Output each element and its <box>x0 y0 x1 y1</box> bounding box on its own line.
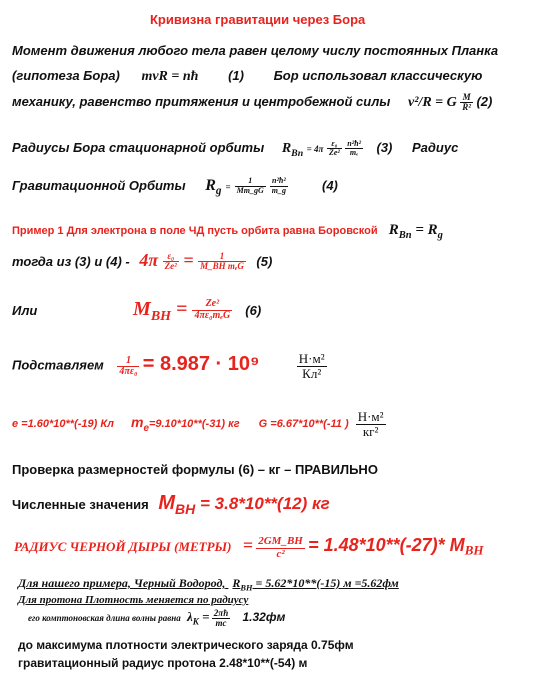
final-line-4: до максимума плотности электрического заряда 0.75фм <box>18 638 354 652</box>
numeric-label: Численные значения <box>12 497 149 512</box>
final-line-3: его комптоновская длина волны равна $\lambda_K$ = $\frac{2\pi ħ}{mc}$ 1.32фм <box>28 608 286 629</box>
or-formula: $M_{BH}$ = $\frac{\text{Ze²}}{\text{4πε₀mₑG}}$ <box>133 298 231 324</box>
numeric-line <box>12 492 330 517</box>
constant-g-unit: $\frac{\text{Н·м²}}{\text{кг²}}$ <box>357 409 384 439</box>
or-line <box>12 298 261 325</box>
grav-orbit-formula: $R_g$ = $\frac{1}{Mm\_gG}$ $\frac{\text{n²ħ²}}{m\_g}$ <box>205 176 286 198</box>
black-hole-fraction: $\frac{2GM\_BH}{\text{c²}}$ <box>258 534 303 560</box>
constant-g: G =6.67*10**(-11 ) <box>258 418 349 431</box>
formula-2-lhs: v²/R = G <box>408 95 457 111</box>
constant-me: $m_e$ <box>131 414 149 434</box>
intro-mechanics-label: механику, равенство притяжения и центробежной силы <box>12 94 391 110</box>
page-title: Кривизна гравитации через Бора <box>150 12 366 27</box>
intro-classic-label: Бор использовал классическую <box>273 68 483 83</box>
bohr-radius-label: Радиусы Бора стационарной орбиты <box>12 140 265 156</box>
black-hole-line: РАДИУС ЧЕРНОЙ ДЫРЫ (МЕТРЫ) = $\frac{2GM\_BH}{\text{c²}}$ = 1.48*10**(-27)* $M_{BH}$ <box>14 534 484 560</box>
eq-number-6: (6) <box>245 303 262 318</box>
substitute-label: Подставляем <box>12 357 104 373</box>
intro-line-2 <box>12 68 482 85</box>
dimension-check: Проверка размерностей формулы (6) – кг – ПРАВИЛЬНО <box>12 462 378 477</box>
eq-number-2: (2) <box>476 94 493 110</box>
formula-2 <box>408 92 476 113</box>
substitute-formula: $\frac{1}{\text{4πε₀}}$ = 8.987 · 10⁹ <box>119 352 260 378</box>
intro-line-3 <box>12 93 492 113</box>
numeric-value: $M_{BH} = 3.8*10**(12)$ кг <box>158 492 330 517</box>
substitute-unit: $\frac{\text{Н·м²}}{\text{Кл²}}$ <box>298 351 325 381</box>
grav-orbit-line <box>12 177 338 197</box>
final-line-5: гравитационный радиус протона 2.48*10**(-54) м <box>18 656 308 670</box>
final-line-1: Для нашего примера, Черный Водород, $R_{BH} = 5.62*10**(-15)$ м =5.62фм <box>18 576 399 593</box>
black-hole-label: РАДИУС ЧЕРНОЙ ДЫРЫ (МЕТРЫ) <box>14 539 232 554</box>
then-label: тогда из (3) и (4) - <box>12 254 130 269</box>
bohr-radius-line <box>12 140 458 159</box>
eq-number-3: (3) <box>376 140 393 156</box>
black-hole-value: = 1.48*10**(-27)* M <box>308 535 465 555</box>
substitute-line <box>12 352 327 380</box>
formula-2-num: M <box>460 93 473 103</box>
final-line-2: Для протона Плотность меняется по радиусу <box>18 594 249 606</box>
bohr-formula-1: mvR = nħ <box>141 69 199 84</box>
eq-number-4: (4) <box>321 178 338 193</box>
then-formula: 4π $\frac{\text{ε₀}}{\text{Ze²}}$ = $\frac{1}{\text{M\_BH mₑG}}$ <box>139 250 244 272</box>
example-label: Пример 1 Для электрона в поле ЧД пусть орбита равна Боровской <box>12 225 378 237</box>
eq-number-1: (1) <box>228 68 244 83</box>
radius-word: Радиус <box>412 140 459 156</box>
intro-line-1: Момент движения любого тела равен целому числу постоянных Планка <box>12 43 499 58</box>
grav-orbit-label: Гравитационной Орбиты <box>12 178 186 193</box>
example-line <box>12 222 443 241</box>
example-formula: $R_{Bn} = R_g$ <box>388 222 443 241</box>
eq-number-5: (5) <box>256 254 273 269</box>
or-label: Или <box>12 303 38 318</box>
then-line <box>12 250 272 272</box>
formula-2-den: R² <box>462 102 471 113</box>
intro-hypothesis-label: (гипотеза Бора) <box>12 68 120 83</box>
constants-line: e =1.60*10**(-19) Кл $m_e=9.10*10**(-31)$ кг G =6.67*10**(-11 ) $\frac{\text{Н·м²}}{\text{кг²}}$ <box>12 409 384 439</box>
constant-e: e =1.60*10**(-19) Кл <box>12 418 114 431</box>
bohr-radius-formula: $R_{Bn} = 4\pi$ $\frac{\text{ε₀}}{\text{Ze²}}$ $\frac{\text{n²ħ²}}{\text{mₑ}}$ <box>281 139 361 159</box>
